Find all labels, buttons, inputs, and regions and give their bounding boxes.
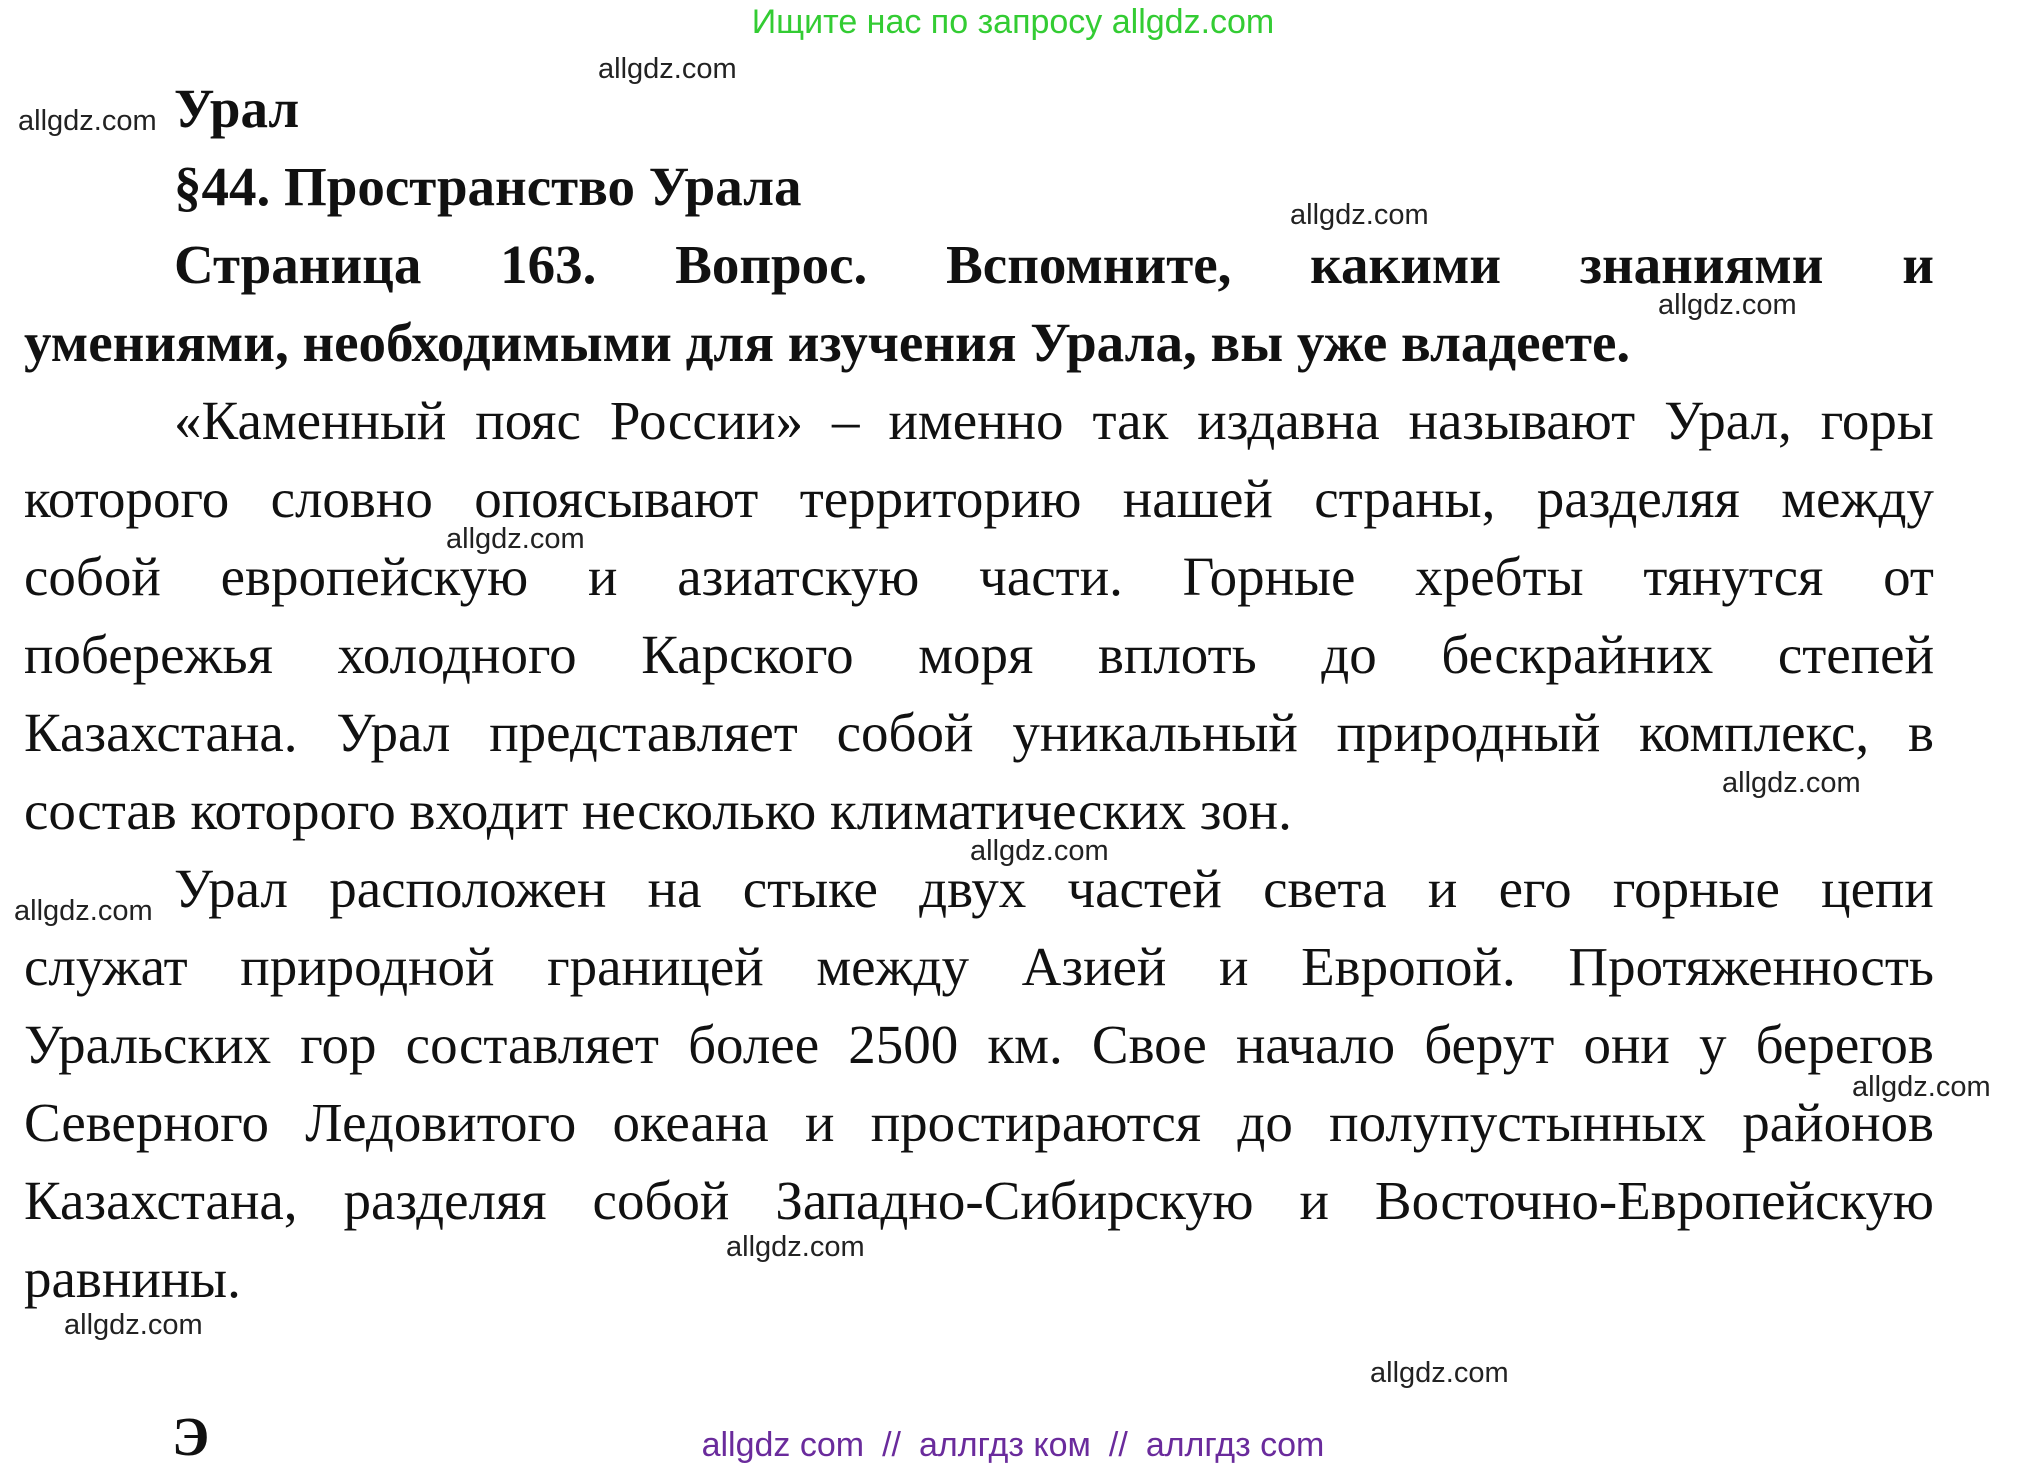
watermark: allgdz.com [1370,1357,1509,1389]
word: Азией [1021,936,1167,997]
question-word: Страница [174,234,422,295]
question-word: и [1902,234,1934,295]
word: собой [836,702,974,763]
word: комплекс, [1639,702,1870,763]
word: и [1427,858,1458,919]
word: океана [612,1092,769,1153]
word: собой [24,546,161,607]
word: Уральских [24,1014,272,1075]
word: составляет [405,1014,659,1075]
word: Карского [641,624,854,685]
word: опоясывают [474,468,759,529]
word: и [1219,936,1249,997]
word: и [587,546,618,607]
cut-off-heading: Э [172,1406,210,1467]
text-line [24,460,1934,538]
text-line: равнины. [24,1248,241,1309]
word: разделяя [343,1170,547,1231]
word: между [816,936,970,997]
word: природной [240,936,495,997]
answer-paragraph-1 [24,382,1934,850]
word: расположен [329,858,607,919]
word: Восточно-Европейскую [1374,1170,1934,1231]
footer-separator: // [882,1426,902,1464]
word: частей [1067,858,1222,919]
word: у [1698,1014,1727,1075]
word: Западно-Сибирскую [775,1170,1254,1231]
word: его [1498,858,1572,919]
word: в [1907,702,1934,763]
word: Урал [174,858,288,919]
word: нашей [1122,468,1273,529]
word: России» [609,390,804,451]
footer-link[interactable]: аллгдз ком [919,1426,1091,1464]
word: уникальный [1012,702,1298,763]
question-word: 163. [500,234,597,295]
text-line [24,382,1934,460]
word: Горные [1182,546,1356,607]
word: Казахстана, [24,1170,298,1231]
word: двух [919,858,1027,919]
word: Ледовитого [305,1092,577,1153]
text-line [24,538,1934,616]
word: цепи [1821,858,1934,919]
word: бескрайних [1441,624,1714,685]
word: более [688,1014,820,1075]
word: Европой. [1301,936,1516,997]
paragraph-title: §44. Пространство Урала [174,156,802,217]
word: тянутся [1643,546,1824,607]
word: части. [979,546,1123,607]
word: км. [987,1014,1063,1075]
word: вплоть [1097,624,1257,685]
word: степей [1777,624,1934,685]
watermark: allgdz.com [726,1231,865,1263]
word: называют [1408,390,1636,451]
word: и [1299,1170,1329,1231]
word: берут [1424,1014,1555,1075]
word: хребты [1415,546,1584,607]
word: представляет [489,702,798,763]
word: природный [1336,702,1601,763]
question-line-2: умениями, необходимыми для изучения Урала, вы уже владеете. [24,312,1631,373]
question-word: Вспомните, [946,234,1232,295]
question-line-1 [24,226,1934,304]
word: служат [24,936,188,997]
word: и [805,1092,835,1153]
word: Протяженность [1568,936,1934,997]
text-line [24,616,1934,694]
text-line: состав которого входит несколько климатических зон. [24,780,1292,841]
watermark: allgdz.com [64,1309,203,1341]
text-line [24,1084,1934,1162]
search-banner: Ищите нас по запросу allgdz.com [751,3,1275,41]
word: Урал [336,702,451,763]
word: от [1883,546,1934,607]
word: собой [592,1170,730,1231]
question-word: какими [1310,234,1502,295]
section-heading: Урал [174,78,300,139]
watermark: allgdz.com [14,895,153,927]
question-word: знаниями [1579,234,1824,295]
word: горы [1820,390,1934,451]
word: полупустынных [1329,1092,1706,1153]
word: берегов [1755,1014,1934,1075]
word: гор [300,1014,377,1075]
word: начало [1235,1014,1396,1075]
watermark: allgdz.com [1290,199,1429,231]
word: издавна [1197,390,1380,451]
word: – [832,390,860,451]
watermark: allgdz.com [18,105,157,137]
word: между [1781,468,1934,529]
word: азиатскую [677,546,920,607]
answer-paragraph-2 [24,850,1934,1318]
watermark: allgdz.com [598,53,737,85]
word: моря [918,624,1034,685]
watermark: allgdz.com [446,523,585,555]
word: до [1237,1092,1293,1153]
word: европейскую [220,546,529,607]
word: они [1583,1014,1670,1075]
word: Свое [1091,1014,1207,1075]
word: горные [1612,858,1780,919]
word: разделяя [1536,468,1740,529]
word: Северного [24,1092,269,1153]
text-line [24,694,1934,772]
word: «Каменный [174,390,447,451]
word: до [1321,624,1377,685]
word: пояс [475,390,581,451]
word: Казахстана. [24,702,298,763]
word: страны, [1314,468,1496,529]
word: простираются [870,1092,1202,1153]
footer-links [0,1425,2026,1465]
footer-link[interactable]: allgdz com [701,1426,865,1464]
word: света [1263,858,1387,919]
word: которого [24,468,230,529]
text-line [24,928,1934,1006]
word: районов [1742,1092,1934,1153]
watermark: allgdz.com [1722,767,1861,799]
word: именно [888,390,1064,451]
word: Урал, [1664,390,1792,451]
footer-separator: // [1108,1426,1128,1464]
word: словно [270,468,433,529]
watermark: allgdz.com [970,835,1109,867]
text-line [24,1162,1934,1240]
word: так [1092,390,1169,451]
text-line [24,1006,1934,1084]
footer-link[interactable]: аллгдз com [1145,1426,1325,1464]
word: побережья [24,624,273,685]
word: стыке [742,858,878,919]
word: на [647,858,702,919]
watermark: allgdz.com [1658,289,1797,321]
word: территорию [799,468,1082,529]
word: холодного [337,624,577,685]
watermark: allgdz.com [1852,1071,1991,1103]
word: 2500 [848,1014,959,1075]
question-word: Вопрос. [675,234,868,295]
document-body [24,70,1934,1318]
word: границей [547,936,764,997]
